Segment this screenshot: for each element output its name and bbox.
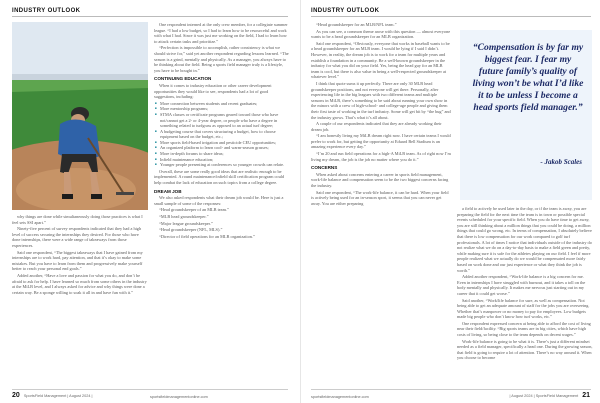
list-item: ■ More mentorship programs; <box>160 106 290 112</box>
concerns-heading: CONCERNS <box>311 165 338 171</box>
paragraph: Overall, these are some really good ideas that are realistic enough to be implemented. A round maintenance/infield skill certification program could help combat the lack of education on such topics from a college degree. <box>154 168 285 186</box>
list-item: ■ STMA classes or certificate programs geared toward those who have not/cannot get a 2- or 4-year degree, or people who have a degree in something related to turfgrass as opposed to an actual turf degree; <box>160 112 290 129</box>
paragraph: One respondent interned at the only crew member, for a collegiate summer league. “I had a low budget, so I had to learn how to be resourceful and work with what I had. Since it was just me working on the field, I had to learn how to attack certain tasks and prioritize.” <box>154 22 288 44</box>
paragraph: I think that quote sums it up perfectly. There are only 30 MLB head groundskeeper positions, and not everyone will get there. Personally, after experiencing life in the big leagues with two different teams and multiple seasons in MiLB, there’s something to be said about running your own show in the minors with a crew of high-school- and college-age people and giving them their first taste of working in the turf industry. Some will get bit by “the bug” and the industry grows. That’s what it’s all about. <box>311 80 451 120</box>
right-col1-text <box>311 22 451 386</box>
quoted-answer: “MLB head groundskeeper.” <box>159 214 209 219</box>
paragraph: a field to actively be used later in the day, or if the team is away, you are preparing the field for the next time the team is in town or possible special events scheduled for your specific field. When you do have time to get away, you are still thinking about a million things that you could be doing, a million things that could go wrong, etc. In terms of compensation, I absolutely believe that there is low compensation for our work compared to golf turf professionals. A lot of times I notice that individuals outside of the industry do not realize what we do on a day-to-day basis to make a field green and pretty, while making sure it is safe for the athletes playing on our field. I feel if more people realized what we actually do we would be compensated more fairly based on work done and our just experience or what they think the job is worth.” <box>457 206 592 273</box>
quoted-answer: “Director of field operations for an MLB organization.” <box>159 233 255 239</box>
photo-stadium-wall <box>12 74 148 80</box>
list-item: ■ Infield maintenance education; <box>160 157 290 163</box>
paragraph: Work-life balance is going to be what it is. There’s just a different mindset needed as a field manager, specifically a head one. During the growing season, that field is going to require a lot of attention. There’s no way around it. When you choose to become <box>457 338 593 361</box>
header-rule <box>311 16 591 17</box>
page-number: 21 <box>582 392 590 399</box>
section-header: INDUSTRY OUTLOOK <box>12 8 81 14</box>
paragraph: why things are done while simultaneously doing those practices is what I feel sets SSI apart.” <box>12 214 143 225</box>
list-item: ■ An organized platform to learn cool- and warm-season grasses; <box>160 145 290 151</box>
pull-quote-box <box>460 30 592 200</box>
publication-line: | August 2024 | SportsField Management <box>509 394 579 398</box>
left-col1-text <box>12 214 148 386</box>
header-rule <box>12 16 288 17</box>
paragraph: Said one respondent, “Obviously, everyone that works in baseball wants to be a head groundskeeper for an MLB team. I would be lying if I said I didn’t. However, in reality, the dream job is to work for a team for multiple years and establish a foundation in a community. Be a well-known groundskeeper in the industry for what you did on your field. Yes, being the head guy for an MLB team is cool, but there is also value in being a well-respected groundskeeper at whatever level.” <box>311 40 450 80</box>
list-item: ■ Younger people presenting at conferences so younger crowds can relate. <box>160 162 290 168</box>
publication-line: SportsField Management | August 2024 | <box>23 394 93 398</box>
section-header: INDUSTRY OUTLOOK <box>311 8 380 14</box>
pull-quote-attribution: - Jakob Scales <box>540 158 582 166</box>
quoted-answer: “Major league groundskeeper.” <box>159 220 213 226</box>
quoted-answer: “Head groundskeeper (NFL, MLS).” <box>159 227 223 233</box>
paragraph: When it comes to industry education or other career development opportunities they would like to see, respondents had a lot of good suggestions, including: <box>154 82 272 100</box>
paragraph: A couple of our respondents indicated that they are already working their dream job. <box>311 121 442 132</box>
photo-illustration <box>12 22 148 210</box>
education-list <box>154 101 290 168</box>
paragraph: As you can see, a common theme arose with this question — almost everyone wants to be a head groundskeeper for an MLB organization. <box>311 28 451 40</box>
paragraph: Added another, “Have a love and passion for what you do, and don’t be afraid to ask for help. I have learned so much from some others in the industry at the MiLB level, and I always asked for advice and why things were done a certain way. Be a sponge willing to soak it all in and have fun with it.” <box>12 272 147 295</box>
list-item: ■ A budgeting course that covers structuring a budget, how to choose equipment based on the budget, etc.; <box>160 129 290 140</box>
paragraph: One respondent expressed concern at being able to afford the cost of living near their field/facility. “Big sports teams are in big cities, which have high costs of living, so being close to the team depends on decent wages.” <box>457 320 591 338</box>
list-item: ■ More connection between students and recent graduates; <box>160 101 290 107</box>
right-col2-text <box>457 206 593 386</box>
paragraph: When asked about concerns entering a career in sports field management, work-life balance and compensation seem to be the two biggest concerns facing the industry. <box>311 171 449 189</box>
groundskeeper-photo <box>12 22 148 210</box>
footer-rule <box>12 389 288 390</box>
paragraph: “Perfection is impossible to accomplish, rather consistency is what we should strive for,” said yet another respondent regarding lessons learned. “The season is a grind, mentally and physically. As a manager, you always have to be thinking about the field. Being a sports field manager truly is a lifestyle, you have to be bought in.” <box>154 45 289 73</box>
list-item: ■ More sports field-based irrigation and pesticide CEU opportunities; <box>160 140 290 146</box>
paragraph: Said one respondent, “The biggest takeaways that I have gained from my internships are to work hard, pay attention, and that it’s okay to make some mistakes. But you have to learn from them and progressively make yourself better to reach your personal end goals.” <box>12 249 143 272</box>
paragraph: Added another respondent, “Work-life balance is a big concern for me. Even in internships I have struggled with burnout, and it takes a toll on the body mentally and physically. It makes me nervous just starting out in my career that it could get worse.” <box>457 274 586 296</box>
quoted-answer: “Head groundskeeper for an MLB/NFL team.” <box>316 22 397 27</box>
quoted-answer: “Head groundskeeper of an MLB team.” <box>159 207 229 213</box>
page-number: 20 <box>12 392 20 399</box>
photo-mound <box>16 168 136 210</box>
photo-rake-head <box>116 192 134 195</box>
right-footer-website[interactable]: sportsfieldmanagementonline.com <box>311 395 369 399</box>
left-footer <box>12 392 93 399</box>
photo-shirt <box>58 119 100 159</box>
photo-shoe-right <box>91 194 102 199</box>
left-footer-website[interactable]: sportsfieldmanagementonline.com <box>150 395 208 399</box>
paragraph: “I am honestly living my MiLB dream right now. I have certain teams I would prefer to work for, but getting the opportunity at Eduard Bell Stadium is an amazing experience every day.” <box>311 133 451 150</box>
list-item: ■ More in-depth forums to share ideas; <box>160 151 290 157</box>
right-footer <box>509 392 590 399</box>
left-col2-text <box>154 22 290 386</box>
paragraph: Said another, “Work/life balance for sure, as well as compensation. Not being able to get an adequate amount of staff for the jobs you are overseeing. Whether that’s manpower or no money to pay for employees. Low budgets made big people who don’t know how turf works, etc.” <box>457 297 590 320</box>
footer-rule <box>311 389 591 390</box>
pull-quote-text: “Compensation is by far my biggest fear. I fear my future family’s quality of living won’t be what I’d like it to be unless I become a head sports field manager.” <box>472 42 584 113</box>
paragraph: We also asked respondents what their dream job would be. Here is just a small sample of some of the responses: <box>154 195 284 206</box>
paragraph: Said one respondent, “The work-life balance, it can be hard. When your field is actively being used for an in-season sport, it seems that you can never get away. You are either preparing <box>311 189 449 206</box>
dream-job-heading: DREAM JOB <box>154 188 182 194</box>
photo-shoe-left <box>62 194 73 199</box>
paragraph: “I’m 20 and run field operations for a high-A MiLB team. As of right now I’m living my dream, the job is the job no matter where you do it.” <box>311 151 451 162</box>
paragraph: Ninety-five percent of survey respondents indicated that they had a high level of success securing the internships they desired. For those who have done internships, there were a wide range of takeaways from those experiences. <box>12 226 142 248</box>
continuing-education-heading: CONTINUING EDUCATION <box>154 76 212 82</box>
